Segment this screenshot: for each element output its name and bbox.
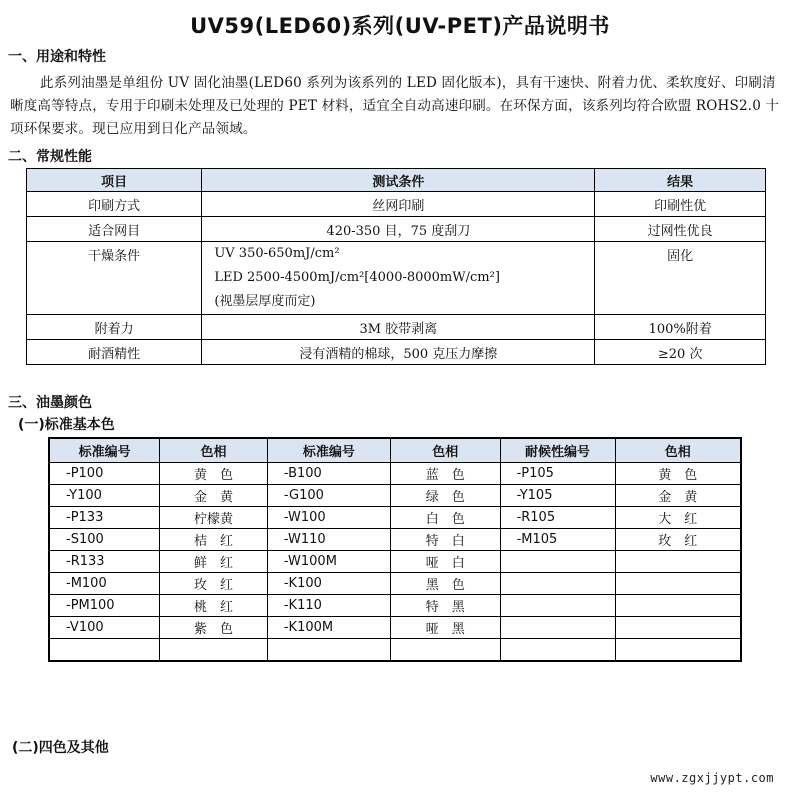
hue-cell: 大 红: [615, 507, 741, 529]
result-cell: 100%附着: [595, 315, 766, 340]
table-row: [27, 192, 766, 217]
weather-code-cell: -P105: [500, 463, 615, 485]
hue-cell: [160, 639, 268, 662]
uv-condition: UV 350-650mJ/cm²: [214, 246, 340, 261]
header-standard-code: 标准编号: [267, 438, 390, 463]
result-cell: 固化: [595, 242, 766, 315]
table-row: [49, 639, 741, 662]
hue-cell: 黑 色: [390, 573, 500, 595]
standard-colors-subheading: (一)标准基本色: [18, 417, 115, 433]
item-cell: 干燥条件: [27, 242, 202, 315]
header-condition: 测试条件: [202, 169, 595, 192]
condition-cell: 丝网印刷: [202, 192, 595, 217]
table-row: [49, 529, 741, 551]
table-row: [27, 242, 766, 315]
standard-code-cell: -K100: [267, 573, 390, 595]
header-result: 结果: [595, 169, 766, 192]
hue-cell: 哑 黑: [390, 617, 500, 639]
item-cell: 附着力: [27, 315, 202, 340]
weather-code-cell: -Y105: [500, 485, 615, 507]
hue-cell: 金 黄: [615, 485, 741, 507]
condition-note: (视墨层厚度而定): [214, 294, 316, 309]
condition-cell: 浸有酒精的棉球，500 克压力摩擦: [202, 340, 595, 365]
performance-table: [26, 168, 766, 365]
hue-cell: 绿 色: [390, 485, 500, 507]
standard-code-cell: -B100: [267, 463, 390, 485]
led-condition: LED 2500-4500mJ/cm²[4000-8000mW/cm²]: [214, 270, 500, 285]
hue-cell: 柠檬黄: [160, 507, 268, 529]
standard-code-cell: -G100: [267, 485, 390, 507]
hue-cell: [615, 551, 741, 573]
hue-cell: [615, 573, 741, 595]
weather-code-cell: [500, 573, 615, 595]
color-table: [48, 437, 742, 662]
standard-code-cell: -V100: [49, 617, 160, 639]
hue-cell: [615, 639, 741, 662]
watermark-url: www.zgxjjypt.com: [650, 771, 774, 785]
condition-cell: [202, 242, 595, 315]
hue-cell: 紫 色: [160, 617, 268, 639]
hue-cell: 蓝 色: [390, 463, 500, 485]
table-row: [49, 617, 741, 639]
color-header-row: [49, 438, 741, 463]
standard-code-cell: -P100: [49, 463, 160, 485]
hue-cell: 特 黑: [390, 595, 500, 617]
hue-cell: 黄 色: [160, 463, 268, 485]
hue-cell: 玫 红: [160, 573, 268, 595]
standard-code-cell: -K110: [267, 595, 390, 617]
table-row: [27, 315, 766, 340]
weather-code-cell: [500, 551, 615, 573]
table-row: [49, 507, 741, 529]
weather-code-cell: [500, 617, 615, 639]
hue-cell: 哑 白: [390, 551, 500, 573]
standard-code-cell: -W100: [267, 507, 390, 529]
hue-cell: 鲜 红: [160, 551, 268, 573]
standard-code-cell: -PM100: [49, 595, 160, 617]
hue-cell: [615, 595, 741, 617]
result-cell: 印刷性优: [595, 192, 766, 217]
weather-code-cell: -R105: [500, 507, 615, 529]
standard-code-cell: [267, 639, 390, 662]
condition-cell: 3M 胶带剥离: [202, 315, 595, 340]
condition-cell: 420-350 目，75 度刮刀: [202, 217, 595, 242]
table-row: [49, 595, 741, 617]
table-row: [49, 485, 741, 507]
item-cell: 适合网目: [27, 217, 202, 242]
item-cell: 耐酒精性: [27, 340, 202, 365]
header-hue: 色相: [160, 438, 268, 463]
table-row: [49, 463, 741, 485]
section1-heading: 一、用途和特性: [8, 49, 106, 65]
performance-header-row: [27, 169, 766, 192]
section3-heading: 三、油墨颜色: [8, 395, 92, 411]
hue-cell: 金 黄: [160, 485, 268, 507]
header-hue: 色相: [390, 438, 500, 463]
standard-code-cell: -W110: [267, 529, 390, 551]
standard-code-cell: -R133: [49, 551, 160, 573]
document-title: UV59(LED60)系列(UV-PET)产品说明书: [190, 14, 610, 38]
hue-cell: [615, 617, 741, 639]
result-cell: 过网性优良: [595, 217, 766, 242]
weather-code-cell: [500, 639, 615, 662]
four-color-subheading: (二)四色及其他: [12, 740, 109, 756]
table-row: [27, 217, 766, 242]
standard-code-cell: -K100M: [267, 617, 390, 639]
hue-cell: 黄 色: [615, 463, 741, 485]
weather-code-cell: [500, 595, 615, 617]
header-hue: 色相: [615, 438, 741, 463]
header-standard-code: 标准编号: [49, 438, 160, 463]
standard-code-cell: -M100: [49, 573, 160, 595]
standard-code-cell: [49, 639, 160, 662]
table-row: [49, 551, 741, 573]
hue-cell: 桃 红: [160, 595, 268, 617]
standard-code-cell: -W100M: [267, 551, 390, 573]
section1-paragraph: 此系列油墨是单组份 UV 固化油墨(LED60 系列为该系列的 LED 固化版本)，具有干速快、附着力优、柔软度好、印刷清晰度高等特点，专用于印刷未处理及已处理的 PET 材料，适宜全自动高速印刷。在环保方面，该系列均符合欧盟 ROHS2.0 十项环保要求。现已应用到日化产品领域。: [10, 75, 780, 137]
standard-code-cell: -Y100: [49, 485, 160, 507]
standard-code-cell: -P133: [49, 507, 160, 529]
header-item: 项目: [27, 169, 202, 192]
hue-cell: 玫 红: [615, 529, 741, 551]
hue-cell: [390, 639, 500, 662]
hue-cell: 桔 红: [160, 529, 268, 551]
table-row: [49, 573, 741, 595]
result-cell: ≥20 次: [595, 340, 766, 365]
header-weather-code: 耐候性编号: [500, 438, 615, 463]
hue-cell: 特 白: [390, 529, 500, 551]
section2-heading: 二、常规性能: [8, 149, 92, 165]
table-row: [27, 340, 766, 365]
standard-code-cell: -S100: [49, 529, 160, 551]
hue-cell: 白 色: [390, 507, 500, 529]
item-cell: 印刷方式: [27, 192, 202, 217]
weather-code-cell: -M105: [500, 529, 615, 551]
